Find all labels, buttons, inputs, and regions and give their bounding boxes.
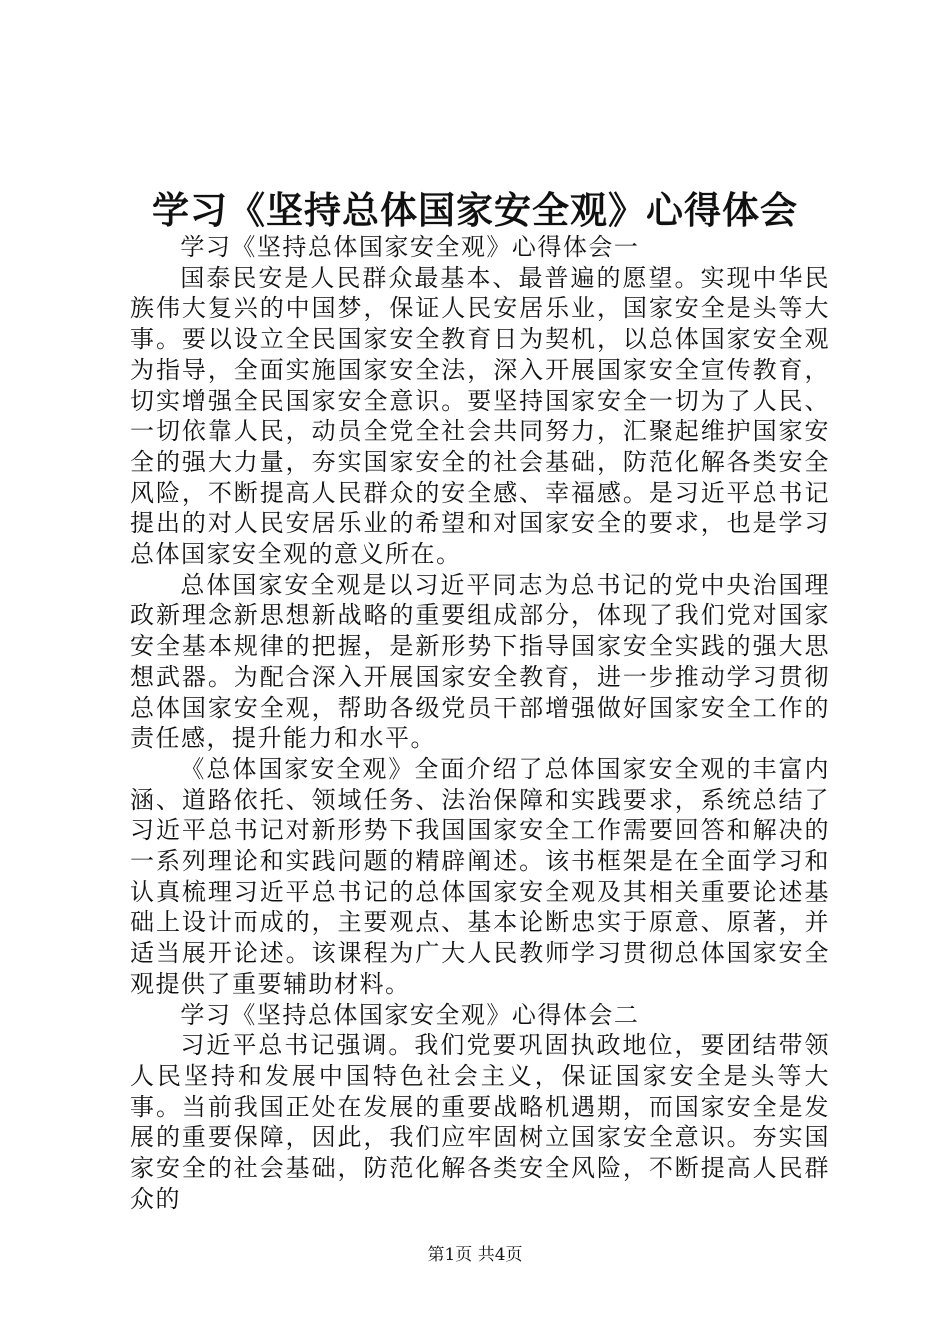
- section-heading-1: 学习《坚持总体国家安全观》心得体会一: [180, 233, 640, 261]
- body-paragraph: 《总体国家安全观》全面介绍了总体国家安全观的丰富内涵、道路依托、领域任务、法治保障和实践要求，系统总结了习近平总书记对新形势下我国国家安全工作需要回答和解决的一系列理论和实践问题的精辟阐述。该书框架是在全面学习和认真梳理习近平总书记的总体国家安全观及其相关重要论述基础上设计而成的，主要观点、基本论断忠实于原意、原著，并适当展开论述。该课程为广大人民教师学习贯彻总体国家安全观提供了重要辅助材料。: [130, 754, 830, 998]
- body-paragraph: 习近平总书记强调。我们党要巩固执政地位，要团结带领人民坚持和发展中国特色社会主义，保证国家安全是头等大事。当前我国正处在发展的重要战略机遇期，而国家安全是发展的重要保障，因此，我们应牢固树立国家安全意识。夯实国家安全的社会基础，防范化解各类安全风险，不断提高人民群众的: [130, 1031, 830, 1213]
- section-heading-2: 学习《坚持总体国家安全观》心得体会二: [180, 1000, 640, 1029]
- document-title: 学习《坚持总体国家安全观》心得体会: [152, 188, 798, 232]
- document-body: [130, 232, 830, 1215]
- body-paragraph: 国泰民安是人民群众最基本、最普遍的愿望。实现中华民族伟大复兴的中国梦，保证人民安居乐业，国家安全是头等大事。要以设立全民国家安全教育日为契机，以总体国家安全观为指导，全面实施国家安全法，深入开展国家安全宣传教育，切实增强全民国家安全意识。要坚持国家安全一切为了人民、一切依靠人民，动员全党全社会共同努力，汇聚起维护国家安全的强大力量，夯实国家安全的社会基础，防范化解各类安全风险，不断提高人民群众的安全感、幸福感。是习近平总书记提出的对人民安居乐业的希望和对国家安全的要求，也是学习总体国家安全观的意义所在。: [130, 263, 830, 569]
- body-paragraph: 总体国家安全观是以习近平同志为总书记的党中央治国理政新理念新思想新战略的重要组成部分，体现了我们党对国家安全基本规律的把握，是新形势下指导国家安全实践的强大思想武器。为配合深入开展国家安全教育，进一步推动学习贯彻总体国家安全观，帮助各级党员干部增强做好国家安全工作的责任感，提升能力和水平。: [130, 570, 830, 753]
- page-number-footer: 第1页 共4页: [427, 1245, 523, 1265]
